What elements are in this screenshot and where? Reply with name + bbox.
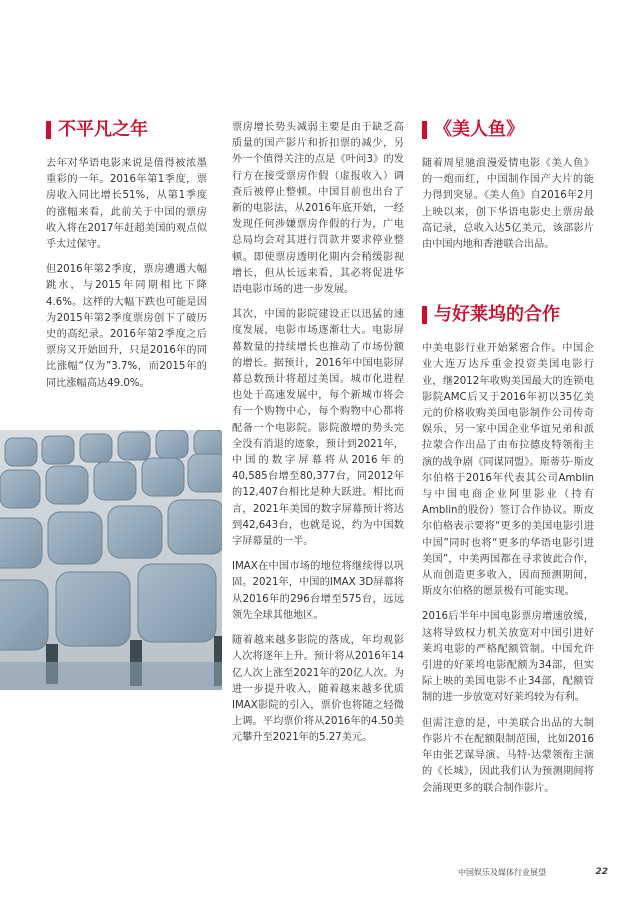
page-number: 22 (595, 867, 608, 877)
paragraph: 2016后半年中国电影票房增速放缓，这将导致权力机关放宽对中国引进好莱坞电影的严格配额管制。中国允许引进的好莱坞电影配额为34部，但实际上映的美国电影不止34部，配额管制的进一步放宽对好莱坞较为有利。 (422, 611, 594, 704)
column-2 (232, 120, 404, 756)
heading-marker (46, 121, 51, 139)
paragraph: 但2016年第2季度，票房遭遇大幅跳水，与2015年同期相比下降4.6%。这样的大幅下跌也可能是因为2015年第2季度票房创下了破历史的高纪录。2016年第2季度之后票房又开始回升，只是2016年的同比涨幅“仅为”3.7%，而2015年的同比涨幅高达49.0%。 (46, 264, 207, 389)
section-title: 《美人鱼》 (434, 118, 524, 140)
column-3 (422, 118, 594, 806)
paragraph: 随着周星驰浪漫爱情电影《美人鱼》的一炮而红，中国制作国产大片的能力得到突显。《美人鱼》自2016年2月上映以来，创下华语电影史上票房最高记录，总收入达5亿美元，该部影片由中国内地和香港联合出品。 (422, 158, 594, 251)
page-footer (458, 867, 608, 878)
paragraph: 随着越来越多影院的落成，年均观影人次将逐年上升。预计将从2016年14亿人次上涨至2021年的20亿人次。为进一步提升收入，随着越来越多优质IMAX影院的引入，票价也将随之轻微上调。平均票价将从2016年的4.50美元攀升至2021年的5.27美元。 (232, 635, 404, 744)
paragraph: 票房增长势头减弱主要是由于缺乏高质量的国产影片和折扣票的减少，另外一个值得关注的点是《叶问3》的发行方在接受票房作假（虚报收入）调查后被停止整顿。中国目前也出台了新的电影法，从2016年底开始，一经发现任何涉嫌票房作假的行为，广电总局均会对其进行罚款并要求停业整顿。即使票房透明化期内会稍缓影视增长，但从长远来看，其必将促进华语电影市场的进一步发展。 (232, 122, 404, 296)
paragraph: 其次，中国的影院建设正以迅猛的速度发展，电影市场逐渐壮大。电影屏幕数量的持续增长也推动了市场份额的增长。据预计，2016年中国电影屏幕总数预计将超过美国。城市化进程也处于高速发展中，每个新城市将会有一个购物中心，每个购物中心都将配备一个电影院。影院激增的势头完全没有消退的迹象，预计到2021年，中国的数字屏幕将从2016年的40,585台增至80,377台，同2012年的12,407台相比是种大跃进。相比而言，2021年美国的数字屏幕预计将达到42,643台，也就是说，约为中国数字屏幕量的一半。 (232, 309, 404, 548)
section-heading-mermaid (422, 118, 594, 142)
paragraph: 中美电影行业开始紧密合作。中国企业大连万达斥重金投资美国电影行业，继2012年收购美国最大的连锁电影院AMC后又于2016年初以35亿美元的价格收购美国电影制作公司传奇娱乐，另一家中国企业华谊兄弟和派拉蒙合作出品了由布拉德皮特领衔主演的战争剧《同谋同盟》。斯蒂芬·斯皮尔伯格于2016年代表其公司Amblin与中国电商企业阿里影业（持有Amblin的股份）签订合作协议。斯皮尔伯格表示要将“更多的美国电影引进中国”同时也将“更多的华语电影引进美国”，中美两国都在寻求彼此合作，从而创造更多收入，因而预测期间，斯皮尔伯格的愿景极有可能实现。 (422, 343, 594, 598)
publication-title: 中国娱乐及媒体行业展望 (458, 868, 546, 877)
section-title: 与好莱坞的合作 (434, 304, 560, 326)
column-1 (46, 118, 207, 401)
section-title: 不平凡之年 (58, 118, 148, 140)
section-heading-hollywood-cooperation (422, 303, 594, 327)
paragraph: IMAX在中国市场的地位将继续得以巩固。2021年，中国的IMAX 3D屏幕将从2016年的296台增至575台，远远领先全球其他地区。 (232, 561, 404, 621)
paragraph: 去年对华语电影来说是值得被浓墨重彩的一年。2016年第1季度，票房收入同比增长51%，从第1季度的涨幅来看，此前关于中国的票房收入将在2017年赶超美国的观点似乎太过保守。 (46, 158, 207, 251)
heading-marker (422, 306, 427, 324)
paragraph: 但需注意的是，中美联合出品的大制作影片不在配额限制范围，比如2016年由张艺谋导演、马特·达蒙领衔主演的《长城》，因此我们认为预测期间将会涌现更多的联合制作影片。 (422, 717, 594, 794)
heading-marker (422, 121, 427, 139)
section-heading-extraordinary-year (46, 118, 207, 142)
cinema-seats-photo (0, 430, 222, 690)
